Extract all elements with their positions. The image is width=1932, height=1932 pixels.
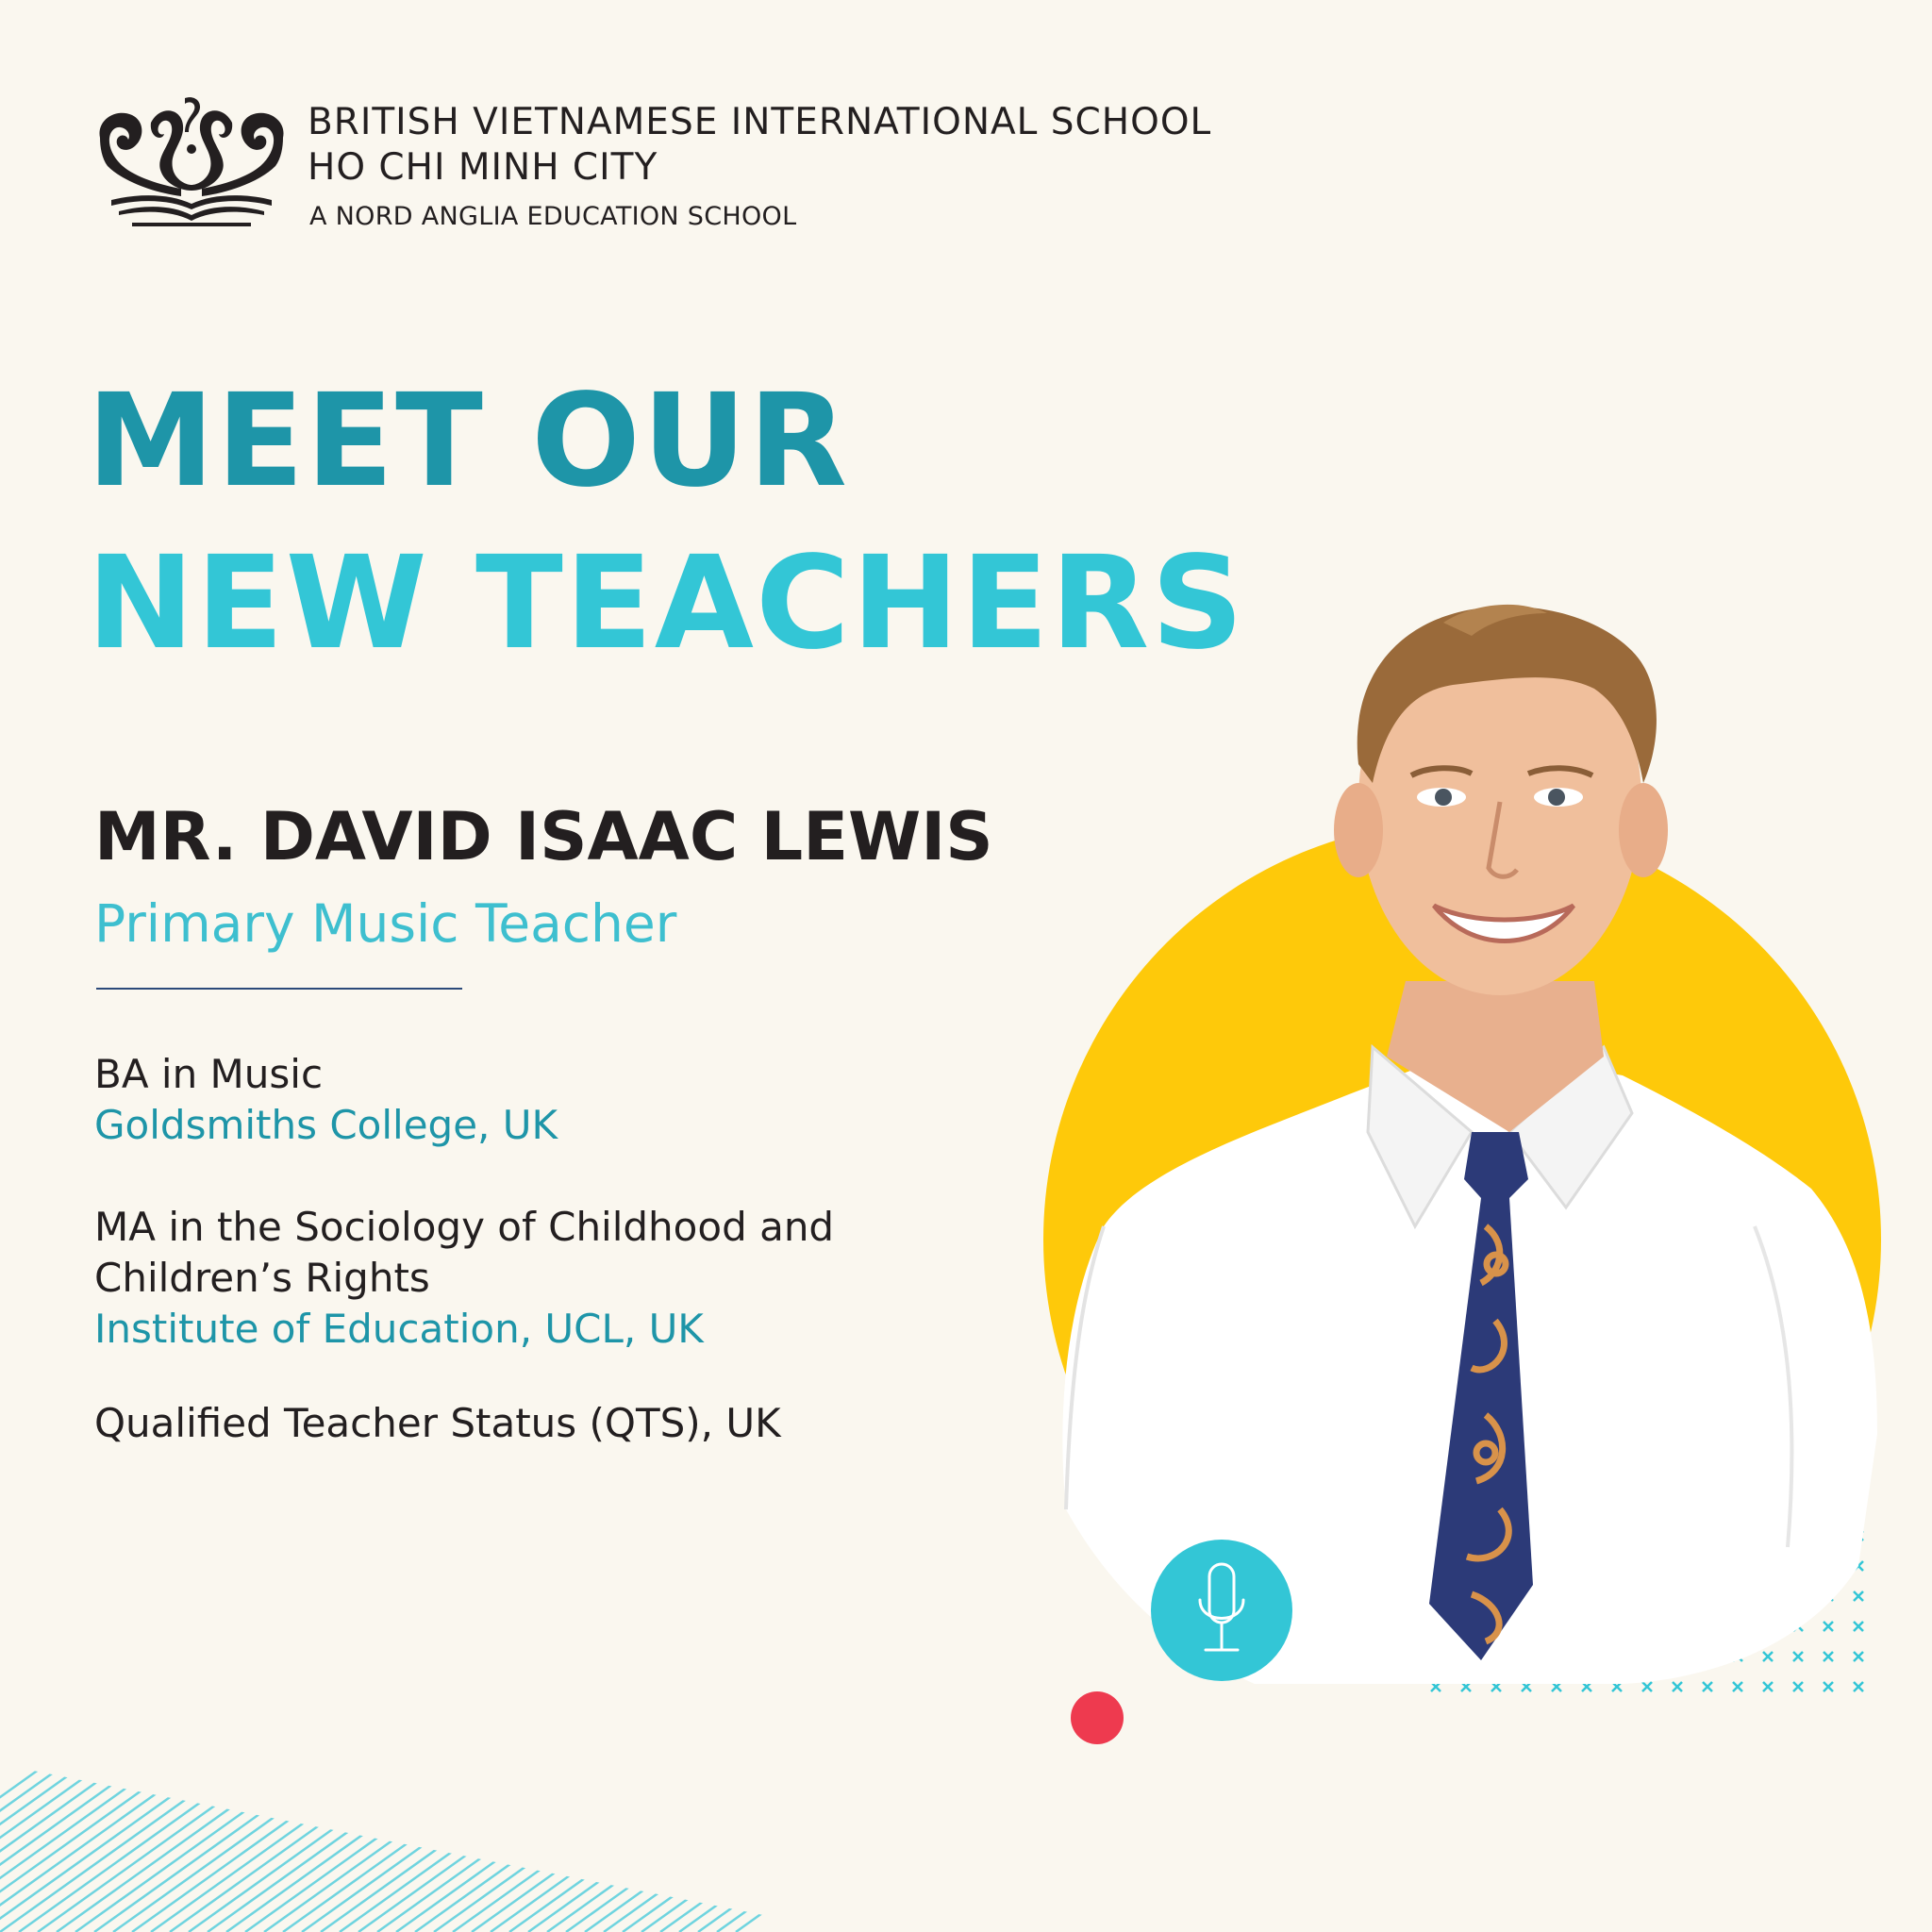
teacher-role: Primary Music Teacher xyxy=(94,893,677,954)
qualification-3-degree: Qualified Teacher Status (QTS), UK xyxy=(94,1400,781,1446)
stripe-mask xyxy=(0,1764,849,1932)
red-dot xyxy=(1071,1691,1124,1744)
school-logo-icon xyxy=(94,94,289,228)
headline-line2: NEW TEACHERS xyxy=(87,529,1246,678)
qualification-2-institution: Institute of Education, UCL, UK xyxy=(94,1306,704,1352)
divider xyxy=(96,988,462,990)
qualification-2-degree-line2: Children’s Rights xyxy=(94,1255,430,1301)
diagonal-stripes xyxy=(0,1764,849,1932)
mic-circle xyxy=(1151,1540,1292,1681)
school-name-line2: HO CHI MINH CITY xyxy=(308,146,658,189)
teacher-name: MR. DAVID ISAAC LEWIS xyxy=(94,798,993,875)
stripe-line xyxy=(0,1764,141,1932)
teacher-photo xyxy=(943,604,1924,1717)
qualification-2-degree-line1: MA in the Sociology of Childhood and xyxy=(94,1204,835,1250)
school-tagline: A NORD ANGLIA EDUCATION SCHOOL xyxy=(309,202,797,231)
qualification-1-institution: Goldsmiths College, UK xyxy=(94,1102,558,1148)
headline-line1: MEET OUR xyxy=(87,367,850,516)
qualification-1-degree: BA in Music xyxy=(94,1051,324,1097)
school-name-line1: BRITISH VIETNAMESE INTERNATIONAL SCHOOL xyxy=(308,101,1212,143)
microphone-icon xyxy=(1151,1540,1292,1681)
